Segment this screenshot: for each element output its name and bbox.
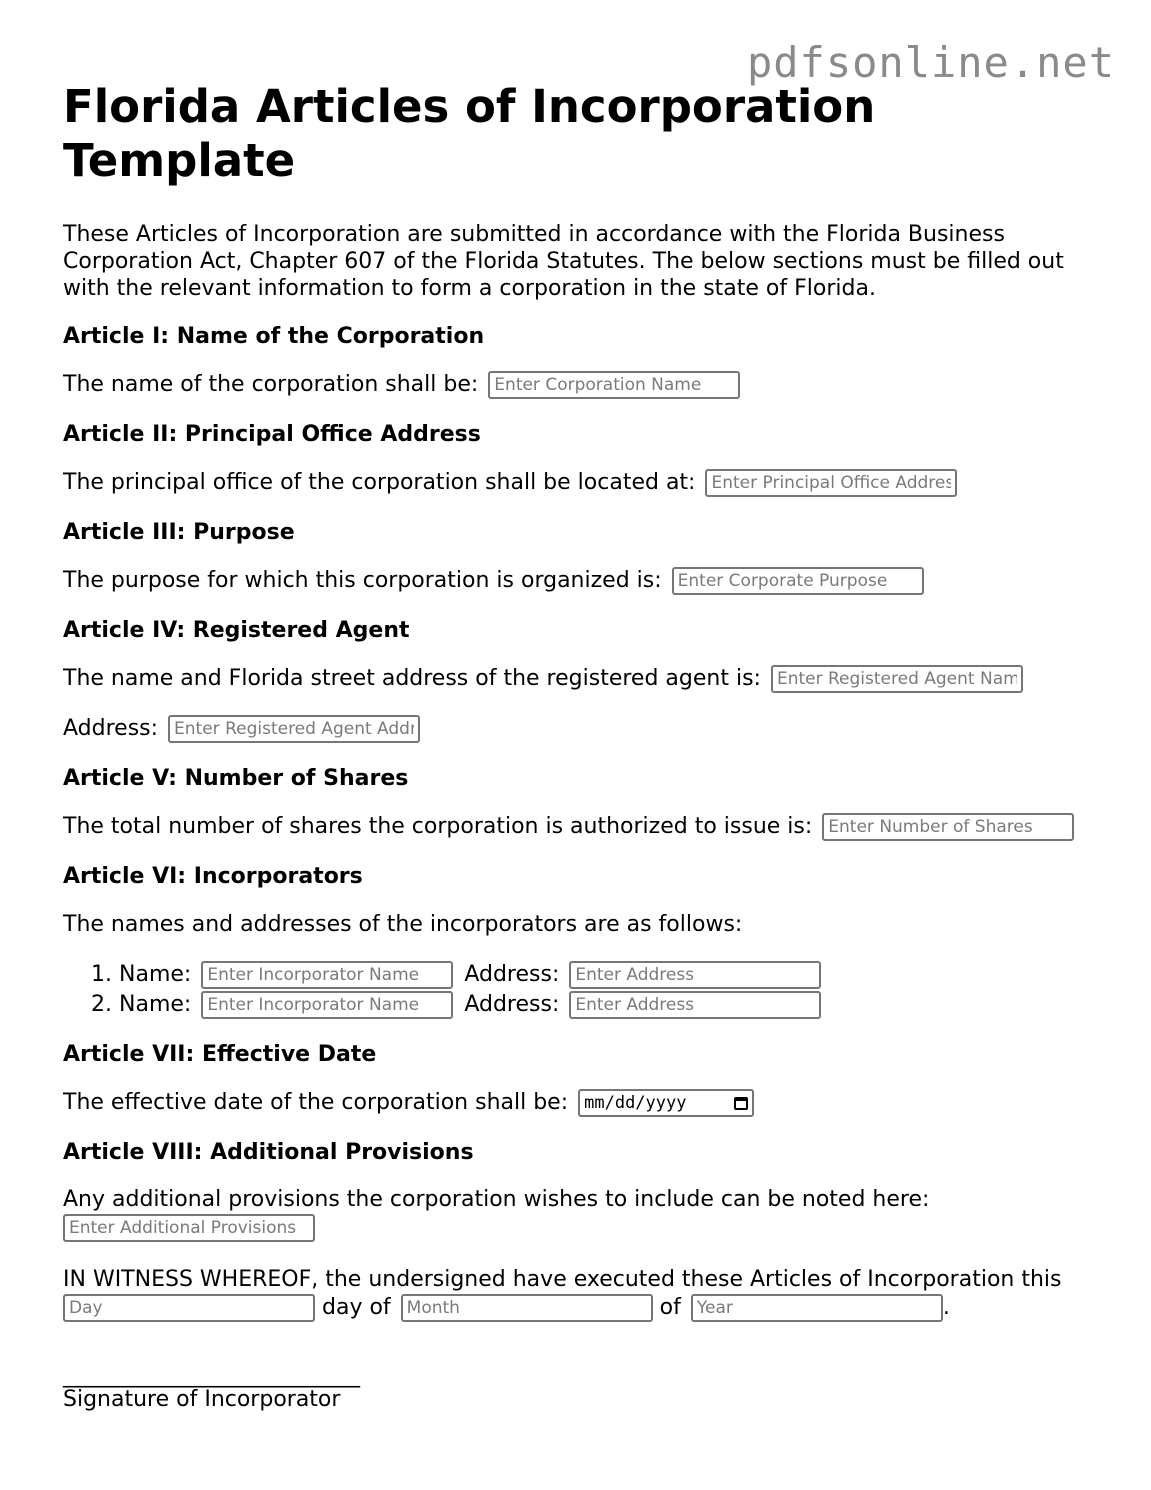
- article-5-line: [63, 812, 1103, 842]
- witness-month-input[interactable]: [401, 1294, 653, 1322]
- article-8-line: [63, 1186, 1103, 1242]
- corporate-purpose-input[interactable]: [672, 567, 924, 595]
- incorporator-1-address-input[interactable]: [569, 961, 821, 989]
- page-title: Florida Articles of Incorporation Template: [63, 80, 876, 187]
- article-2-line: [63, 468, 1103, 498]
- article-4-text: The name and Florida street address of the registered agent is:: [63, 666, 761, 691]
- number-of-shares-input[interactable]: [822, 813, 1074, 841]
- article-7-text: The effective date of the corporation shall be:: [63, 1090, 569, 1115]
- article-4-address-line: [63, 714, 1103, 744]
- document-body: [63, 80, 1103, 1412]
- incorporator-address-label: Address:: [464, 962, 560, 987]
- incorporator-item: [119, 960, 1103, 990]
- signature-label: Signature of Incorporator: [63, 1387, 341, 1412]
- article-3-line: [63, 566, 1103, 596]
- article-2-heading: Article II: Principal Office Address: [63, 422, 481, 447]
- witness-paragraph: [63, 1266, 1103, 1322]
- witness-year-input[interactable]: [691, 1294, 943, 1322]
- corporation-name-input[interactable]: [488, 371, 740, 399]
- article-1-text: The name of the corporation shall be:: [63, 372, 479, 397]
- witness-text: IN WITNESS WHEREOF, the undersigned have executed these Articles of Incorporation this: [63, 1267, 1062, 1292]
- article-1-heading: Article I: Name of the Corporation: [63, 324, 485, 349]
- principal-office-input[interactable]: [705, 469, 957, 497]
- article-8-text: Any additional provisions the corporation wishes to include can be noted here:: [63, 1187, 930, 1212]
- witness-day-of: day of: [322, 1295, 391, 1320]
- witness-of: of: [659, 1295, 681, 1320]
- registered-agent-address-label: Address:: [63, 716, 159, 741]
- article-6-heading: Article VI: Incorporators: [63, 864, 363, 889]
- article-1-line: [63, 370, 1103, 400]
- signature-block: [63, 1364, 1103, 1412]
- intro-paragraph: These Articles of Incorporation are submitted in accordance with the Florida Business Corporation Act, Chapter 607 of the Florida Statutes. The below sections must be filled out with the relevant information to form a corporation in the state of Florida.: [63, 222, 1064, 301]
- registered-agent-address-input[interactable]: [168, 715, 420, 743]
- registered-agent-name-input[interactable]: [771, 665, 1023, 693]
- witness-period: .: [942, 1295, 950, 1320]
- article-8-heading: Article VIII: Additional Provisions: [63, 1140, 474, 1165]
- incorporator-2-name-input[interactable]: [201, 991, 453, 1019]
- article-5-text: The total number of shares the corporation is authorized to issue is:: [63, 814, 813, 839]
- incorporator-2-address-input[interactable]: [569, 991, 821, 1019]
- date-placeholder: mm/dd/yyyy: [584, 1093, 687, 1113]
- article-7-heading: Article VII: Effective Date: [63, 1042, 377, 1067]
- effective-date-input[interactable]: [578, 1089, 754, 1117]
- article-3-text: The purpose for which this corporation is organized is:: [63, 568, 662, 593]
- watermark: pdfsonline.net: [746, 38, 1115, 87]
- article-4-heading: Article IV: Registered Agent: [63, 618, 410, 643]
- article-7-line: [63, 1088, 1103, 1118]
- article-4-line: [63, 664, 1103, 694]
- article-2-text: The principal office of the corporation shall be located at:: [63, 470, 696, 495]
- incorporator-1-name-input[interactable]: [201, 961, 453, 989]
- incorporator-address-label: Address:: [464, 992, 560, 1017]
- incorporator-item: [119, 990, 1103, 1020]
- incorporator-name-label: Name:: [119, 992, 192, 1017]
- article-3-heading: Article III: Purpose: [63, 520, 295, 545]
- article-6-text: The names and addresses of the incorporators are as follows:: [63, 912, 743, 937]
- article-5-heading: Article V: Number of Shares: [63, 766, 409, 791]
- witness-day-input[interactable]: [63, 1294, 315, 1322]
- calendar-icon[interactable]: [734, 1097, 748, 1110]
- additional-provisions-input[interactable]: [63, 1214, 315, 1242]
- incorporator-list: [63, 960, 1103, 1020]
- incorporator-name-label: Name:: [119, 962, 192, 987]
- signature-line: ___________________________: [63, 1363, 360, 1388]
